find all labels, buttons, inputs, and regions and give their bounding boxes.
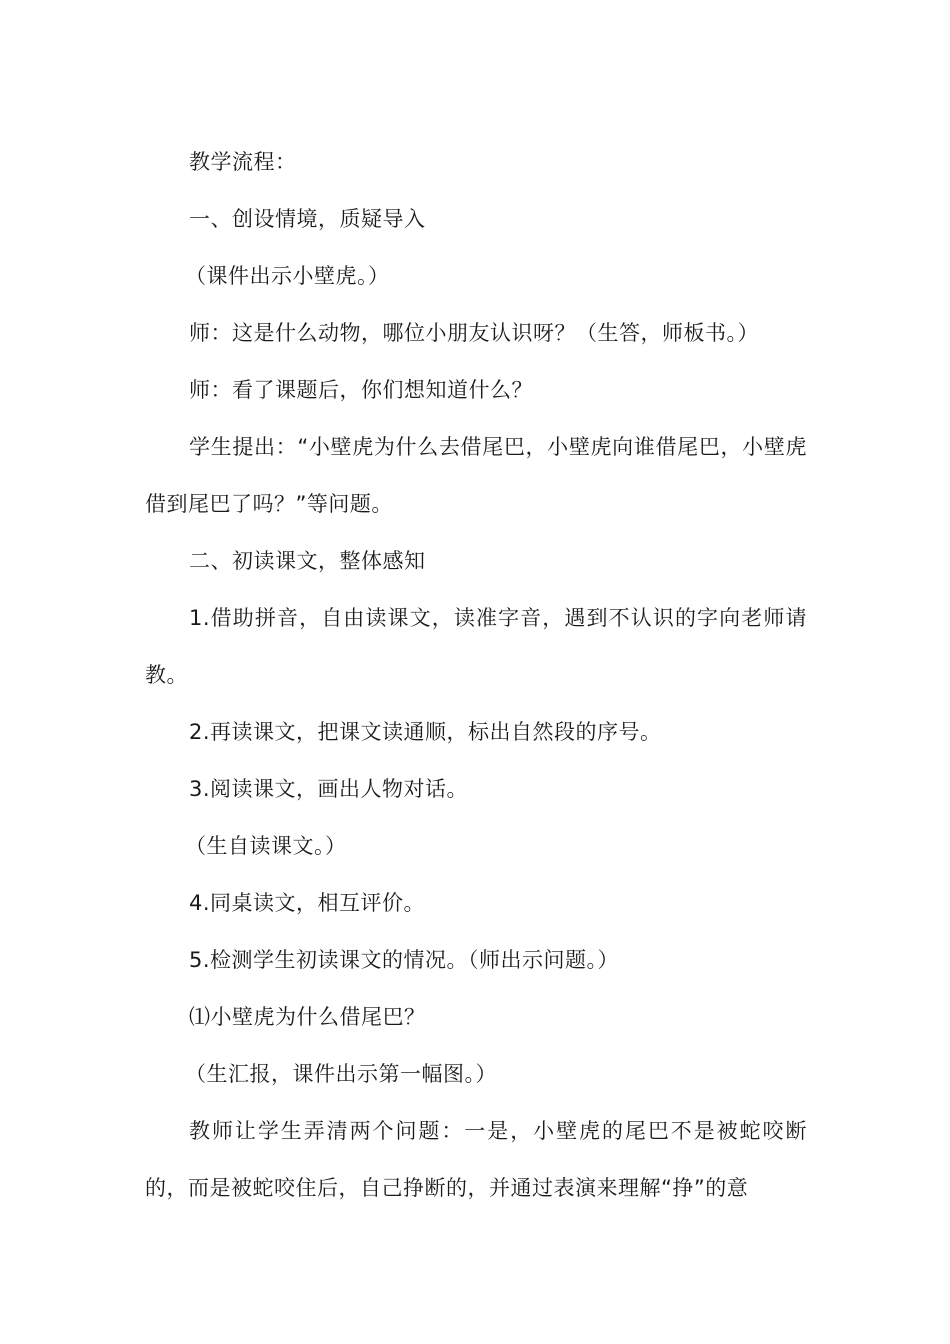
stage-direction: （课件出示小壁虎。）: [185, 264, 390, 288]
stage-direction: （生汇报，课件出示第一幅图。）: [185, 1062, 497, 1086]
step-item: 2.再读课文，把课文读通顺，标出自然段的序号。: [189, 720, 662, 744]
step-item: 4.同桌读文，相互评价。: [189, 891, 426, 915]
document-body: [145, 134, 807, 1217]
student-line: 学生提出：“小壁虎为什么去借尾巴，小壁虎向谁借尾巴，小壁虎借到尾巴了吗？”等问题。: [145, 435, 807, 516]
step-item: 5.检测学生初读课文的情况。（师出示问题。）: [189, 948, 620, 972]
step-item: 1.借助拼音，自由读课文，读准字音，遇到不认识的字向老师请教。: [145, 606, 807, 687]
section-heading-2: 二、初读课文，整体感知: [189, 549, 426, 573]
body-paragraph: 教师让学生弄清两个问题：一是，小壁虎的尾巴不是被蛇咬断的，而是被蛇咬住后，自己挣断的，并通过表演来理解“挣”的意: [145, 1119, 807, 1200]
section-heading-1: 一、创设情境，质疑导入: [189, 207, 426, 231]
question-item: ⑴小壁虎为什么借尾巴？: [189, 1005, 426, 1029]
teacher-line: 师：这是什么动物，哪位小朋友认识呀？（生答，师板书。）: [189, 321, 759, 345]
teacher-line: 师：看了课题后，你们想知道什么？: [189, 378, 533, 402]
stage-direction: （生自读课文。）: [185, 834, 347, 858]
section-heading-process: 教学流程：: [189, 150, 297, 174]
step-item: 3.阅读课文，画出人物对话。: [189, 777, 469, 801]
